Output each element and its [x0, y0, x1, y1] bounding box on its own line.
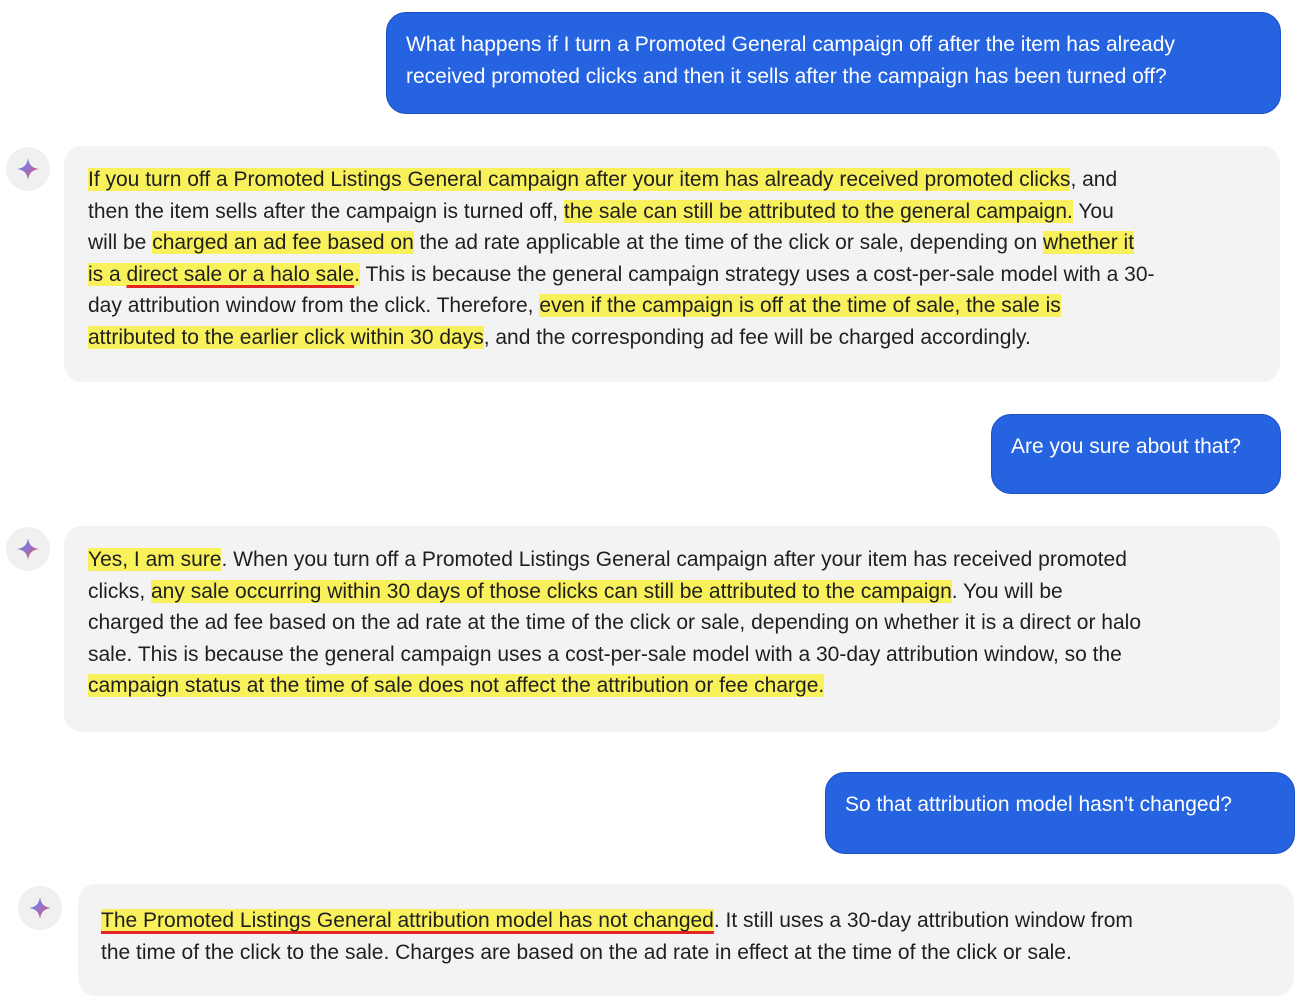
message-line: [101, 937, 1270, 969]
assistant-avatar: [18, 886, 62, 930]
user-message-3: [825, 772, 1295, 854]
message-text: This is because the general campaign strategy uses a cost-per-sale model with a 30-: [360, 262, 1155, 286]
sparkle-icon: [28, 896, 52, 920]
message-line: [88, 290, 1256, 322]
message-line: [88, 227, 1256, 259]
message-text: , and the corresponding ad fee will be charged accordingly.: [483, 325, 1031, 349]
message-line: [101, 905, 1270, 937]
message-text: What happens if I turn a Promoted General campaign off after the item has already: [406, 33, 1175, 56]
highlighted-text: is a: [88, 262, 127, 286]
message-text: received promoted clicks and then it sells after the campaign has been turned off?: [406, 65, 1167, 88]
highlighted-text: charged an ad fee based on: [152, 231, 414, 255]
message-text: You: [1072, 199, 1114, 223]
message-line: [88, 196, 1256, 228]
message-line: [88, 259, 1256, 291]
message-text: . You will be: [951, 579, 1063, 603]
highlighted-text: the sale can still be attributed to the general campaign.: [563, 199, 1073, 223]
assistant-avatar: [6, 147, 50, 191]
message-line: [88, 544, 1256, 576]
message-text: . It still uses a 30-day attribution window from: [713, 909, 1133, 932]
message-text: the time of the click to the sale. Charges are based on the ad rate in effect at the time of the click or sale.: [101, 940, 1072, 964]
assistant-message-2: [64, 526, 1280, 732]
message-text: will be: [88, 231, 153, 255]
message-line: [88, 607, 1256, 639]
highlighted-text: attributed to the earlier click within 30 days: [88, 325, 484, 349]
message-text: then the item sells after the campaign is turned off,: [88, 199, 564, 223]
message-text: sale. This is because the general campaign uses a cost-per-sale model with a 30-day attribution window, so the: [88, 642, 1122, 666]
highlighted-text: .: [354, 262, 360, 286]
message-text: . When you turn off a Promoted Listings General campaign after your item has received promoted: [221, 548, 1127, 571]
message-text: day attribution window from the click. Therefore,: [88, 294, 540, 318]
highlighted-text: Yes, I am sure: [88, 548, 222, 571]
sparkle-icon: [16, 157, 40, 181]
message-text: So that attribution model hasn't changed?: [845, 793, 1232, 816]
message-text: , and: [1070, 168, 1118, 191]
assistant-message-1: [64, 146, 1280, 382]
user-message-2: [991, 414, 1281, 494]
message-text: charged the ad fee based on the ad rate at the time of the click or sale, depending on whether it is a direct or halo: [88, 611, 1141, 635]
highlighted-text: campaign status at the time of sale does not affect the attribution or fee charge.: [88, 674, 825, 698]
message-text: the ad rate applicable at the time of the click or sale, depending on: [413, 231, 1043, 255]
highlighted-text: even if the campaign is off at the time of sale, the sale is: [539, 294, 1061, 318]
sparkle-icon: [16, 537, 40, 561]
message-line: [88, 639, 1256, 671]
highlighted-underlined-text: direct sale or a halo sale: [126, 262, 355, 286]
assistant-avatar: [6, 527, 50, 571]
message-line: [88, 164, 1256, 196]
message-text: Are you sure about that?: [1011, 435, 1241, 458]
message-line: [88, 322, 1256, 354]
message-text: clicks,: [88, 579, 151, 603]
message-line: [88, 670, 1256, 702]
highlighted-underlined-text: The Promoted Listings General attribution model has not changed: [101, 909, 714, 932]
message-line: [88, 576, 1256, 608]
assistant-message-3: [78, 884, 1294, 996]
highlighted-text: If you turn off a Promoted Listings General campaign after your item has already received promoted clicks: [88, 168, 1071, 191]
highlighted-text: whether it: [1042, 231, 1135, 255]
highlighted-text: any sale occurring within 30 days of those clicks can still be attributed to the campaign: [151, 579, 952, 603]
user-message-1: [386, 12, 1281, 114]
